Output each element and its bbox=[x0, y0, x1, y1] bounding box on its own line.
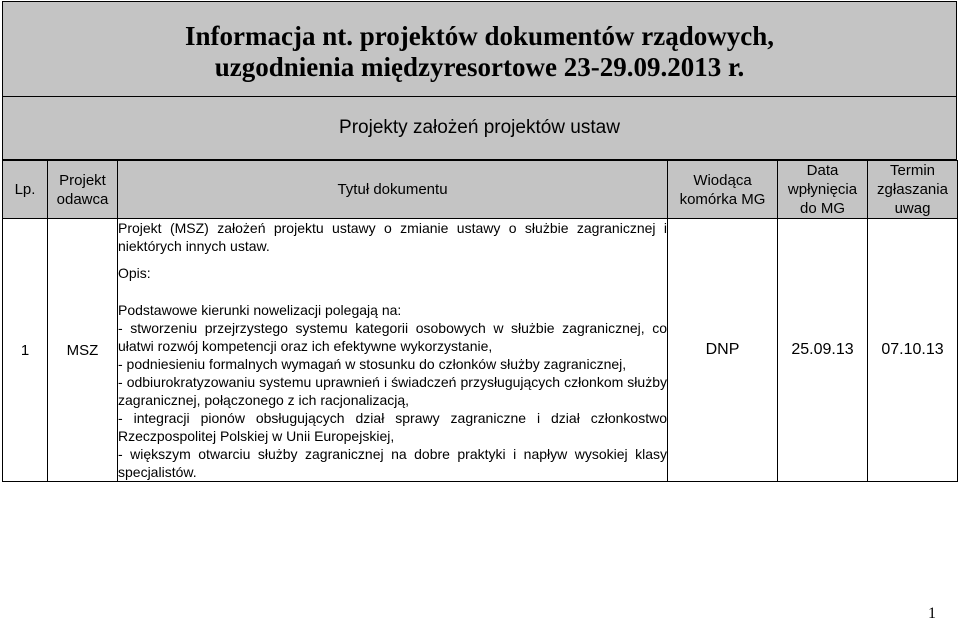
page-number: 1 bbox=[928, 605, 936, 622]
description-line: - stworzeniu przejrzystego systemu kategorii osobowych w służbie zagranicznej, co ułatwi rozwój kompetencji oraz ich efektywne wykorzystanie, bbox=[118, 320, 667, 354]
column-header-title: Tytuł dokumentu bbox=[118, 161, 668, 219]
description-line: - większym otwarciu służby zagranicznej na dobre praktyki i napływ wysokiej klasy specjalistów. bbox=[118, 446, 667, 480]
table-row bbox=[3, 219, 958, 482]
document-title: Projekt (MSZ) założeń projektu ustawy o zmianie ustawy o służbie zagranicznej i niektórych innych ustaw. bbox=[118, 220, 667, 254]
document-header bbox=[2, 1, 957, 97]
column-header-lead-unit: Wiodąca komórka MG bbox=[668, 161, 778, 219]
cell-lp: 1 bbox=[3, 219, 48, 482]
document-title-line-1: Informacja nt. projektów dokumentów rządowych, bbox=[185, 21, 774, 51]
cell-author: MSZ bbox=[48, 219, 118, 482]
projects-table bbox=[2, 160, 958, 482]
cell-received-date: 25.09.13 bbox=[778, 219, 868, 482]
column-header-lp: Lp. bbox=[3, 161, 48, 219]
column-header-deadline: Termin zgłaszania uwag bbox=[868, 161, 958, 219]
cell-document bbox=[118, 219, 668, 482]
section-title: Projekty założeń projektów ustaw bbox=[339, 117, 620, 138]
cell-deadline: 07.10.13 bbox=[868, 219, 958, 482]
section-header bbox=[2, 97, 957, 160]
cell-lead-unit: DNP bbox=[668, 219, 778, 482]
column-header-author: Projekt odawca bbox=[48, 161, 118, 219]
description bbox=[118, 301, 667, 481]
document-title-line-2: uzgodnienia międzyresortowe 23-29.09.2013 r. bbox=[214, 52, 745, 82]
description-line: - integracji pionów obsługujących dział sprawy zagraniczne i dział członkostwo Rzeczpospolitej Polskiej w Unii Europejskiej, bbox=[118, 410, 667, 444]
column-header-received-date: Data wpłynięcia do MG bbox=[778, 161, 868, 219]
table-header-row bbox=[3, 161, 958, 219]
description-line: - odbiurokratyzowaniu systemu uprawnień i świadczeń przysługujących członkom służby zagranicznej, połączonego z ich racjonalizacją, bbox=[118, 374, 667, 408]
description-line: Podstawowe kierunki nowelizacji polegają na: bbox=[118, 302, 402, 318]
description-line: - podniesieniu formalnych wymagań w stosunku do członków służby zagranicznej, bbox=[118, 356, 627, 372]
description-label: Opis: bbox=[118, 265, 151, 281]
